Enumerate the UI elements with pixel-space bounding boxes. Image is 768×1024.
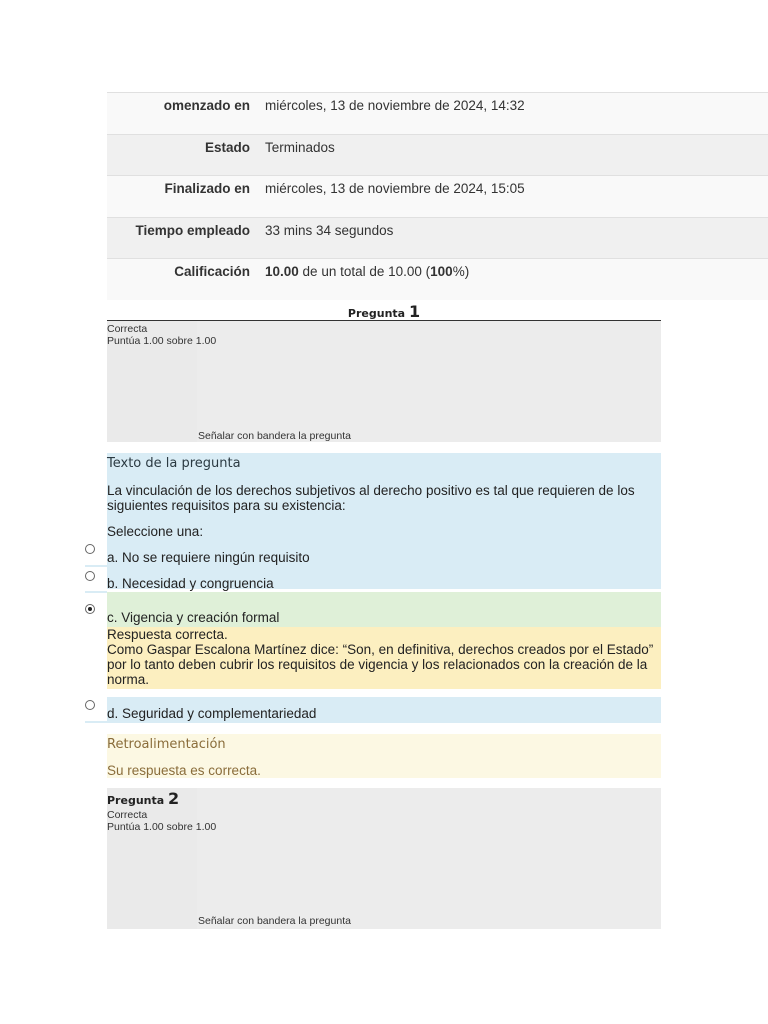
summary-value	[250, 259, 469, 300]
summary-label: omenzado en	[163, 98, 250, 113]
flag-question-link[interactable]: Señalar con bandera la pregunta	[198, 915, 351, 927]
summary-row-state	[107, 134, 768, 176]
general-feedback	[107, 734, 661, 778]
summary-row-time	[107, 217, 768, 259]
flag-question-link[interactable]: Señalar con bandera la pregunta	[198, 430, 351, 442]
summary-value: miércoles, 13 de noviembre de 2024, 14:32	[265, 98, 525, 113]
grade-total: de un total de 10.00 (	[298, 264, 431, 279]
summary-value: 33 mins 34 segundos	[265, 222, 394, 238]
general-feedback-title: Retroalimentación	[107, 737, 226, 752]
question-2-info	[107, 788, 661, 929]
summary-label: Finalizado en	[164, 181, 250, 196]
summary-value: miércoles, 13 de noviembre de 2024, 15:05	[265, 181, 525, 196]
summary-value: Terminados	[265, 139, 335, 155]
option-b-underline	[85, 591, 107, 593]
question-text-title: Texto de la pregunta	[107, 456, 241, 471]
option-a-label[interactable]: a. No se requiere ningún requisito	[107, 550, 310, 565]
question-number: 2	[168, 789, 180, 808]
question-number: 1	[408, 302, 421, 321]
grade-close: %)	[452, 264, 470, 279]
question-1-heading	[107, 302, 661, 321]
question-state: Correcta	[107, 323, 148, 335]
general-feedback-text: Su respuesta es correcta.	[107, 763, 261, 778]
select-one-prompt: Seleccione una:	[107, 524, 204, 539]
question-prefix: Pregunta	[107, 794, 165, 807]
question-1-text	[107, 453, 661, 589]
question-1-info	[107, 321, 661, 442]
option-a-underline	[85, 565, 107, 567]
specific-feedback	[107, 627, 661, 689]
option-b-radio[interactable]	[85, 571, 95, 581]
question-mark: Puntúa 1.00 sobre 1.00	[107, 821, 217, 833]
option-d-radio[interactable]	[85, 700, 95, 710]
summary-label: Calificación	[174, 264, 250, 279]
feedback-body: Como Gaspar Escalona Martínez dice: “Son, en definitiva, derechos creados por el Estado” por lo tanto deben cubrir los requisitos de vigencia y los relacionados con la creación de la norma.	[107, 642, 654, 687]
question-state: Correcta	[107, 809, 148, 821]
question-body: La vinculación de los derechos subjetivos al derecho positivo es tal que requieren de los siguientes requisitos para su existencia:	[107, 483, 635, 513]
summary-row-finished	[107, 175, 768, 217]
summary-label: Tiempo empleado	[135, 222, 250, 238]
question-mark: Puntúa 1.00 sobre 1.00	[107, 335, 217, 347]
grade-percent: 100	[430, 264, 453, 279]
question-2-heading	[107, 789, 661, 808]
option-c-label[interactable]: c. Vigencia y creación formal	[107, 610, 280, 625]
grade-value: 10.00	[265, 264, 299, 279]
attempt-summary	[107, 92, 768, 300]
summary-label: Estado	[204, 139, 250, 155]
question-prefix: Pregunta	[347, 307, 406, 320]
option-a-radio[interactable]	[85, 544, 95, 554]
option-d-underline	[85, 721, 107, 723]
option-b-label[interactable]: b. Necesidad y congruencia	[107, 576, 274, 591]
summary-row-started	[107, 92, 768, 134]
summary-row-grade	[107, 258, 768, 300]
feedback-title: Respuesta correcta.	[107, 627, 228, 642]
option-d-label[interactable]: d. Seguridad y complementariedad	[107, 706, 317, 721]
option-c-radio[interactable]	[85, 604, 95, 614]
